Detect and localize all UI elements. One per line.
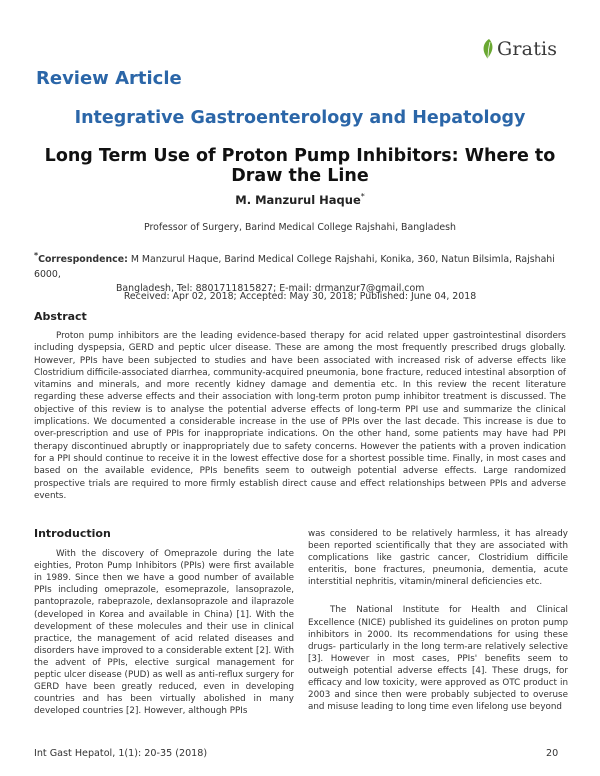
- abstract-heading: Abstract: [34, 310, 87, 323]
- correspondence: [34, 249, 568, 297]
- left-column: [34, 528, 294, 717]
- author-name: M. Manzurul Haque: [235, 192, 361, 207]
- author-marker: *: [360, 192, 365, 201]
- article-title: Long Term Use of Proton Pump Inhibitors: Where to Draw the Line: [44, 146, 556, 186]
- footer-citation: Int Gast Hepatol, 1(1): 20-35 (2018): [34, 748, 208, 759]
- publication-dates: Received: Apr 02, 2018; Accepted: May 30, 2018; Published: June 04, 2018: [123, 291, 477, 302]
- author-line: [0, 192, 600, 207]
- correspondence-label: Correspondence:: [38, 254, 128, 266]
- correspondence-marker: *: [34, 251, 39, 260]
- journal-name: Integrative Gastroenterology and Hepatology: [74, 108, 526, 128]
- article-type: Review Article: [36, 68, 182, 89]
- publisher-name: Gratis: [497, 38, 558, 60]
- affiliation: Professor of Surgery, Barind Medical College Rajshahi, Bangladesh: [143, 222, 457, 233]
- correspondence-line-1: M Manzurul Haque, Barind Medical College Rajshahi, Konika, 360, Natun Bilsimla, Rajshahi 6000,: [34, 254, 555, 280]
- introduction-paragraph-left: With the discovery of Omeprazole during the late eighties, Proton Pump Inhibitors (PPIs) were first available in 1989. Since then we have a good number of available PPIs including omeprazole, esomeprazole, lansoprazole, pantoprazole, rabeprazole, dexlansoprazole and ilaprazole (developed in Korea and available in China) [1]. With the development of these molecules and their use in clinical practice, the management of acid related diseases and disorders have improved to a considerable extent [2]. With the advent of PPIs, elective surgical management for peptic ulcer disease (PUD) as well as anti-reflux surgery for GERD have been greatly reduced, even in developing countries and has been virtually abolished in many developed countries [2]. However, although PPIs: [34, 549, 294, 717]
- introduction-heading: Introduction: [34, 527, 111, 540]
- leaf-icon: [480, 38, 496, 60]
- correspondence-line-2: Bangladesh, Tel: 8801711815827; E-mail: drmanzur7@gmail.com: [116, 283, 425, 295]
- introduction-paragraph-right-2: The National Institute for Health and Clinical Excellence (NICE) published its guidelines on proton pump inhibitors in 2000. Its recommendations for using these drugs- particularly in the long term-are relatively selective [3]. However in most cases, PPIs' benefits seem to outweigh potential adverse effects [4]. These drugs, for efficacy and low toxicity, were approved as OTC product in 2003 and since then were probably subjected to overuse and misuse leading to long time even lifelong use beyond: [308, 605, 568, 713]
- introduction-paragraph-right-1: was considered to be relatively harmless, it has already been reported scientifically that they are associated with complications like gastric cancer, Clostridium difficile enteritis, bone fractures, pneumonia, dementia, acute interstitial nephritis, vitamin/mineral deficiencies etc.: [308, 529, 568, 588]
- page-number: 20: [546, 748, 559, 759]
- right-column: [308, 528, 568, 713]
- publisher-logo: [480, 38, 557, 60]
- abstract-body: Proton pump inhibitors are the leading evidence-based therapy for acid related upper gastrointestinal disorders including dyspepsia, GERD and peptic ulcer disease. These are among the most frequently prescribed drugs globally. However, PPIs have been subjected to studies and have been associated with increased risk of adverse effects like Clostridium difficile-associated diarrhea, community-acquired pneumonia, bone fracture, reduced intestinal absorption of vitamins and minerals, and more recently kidney damage and dementia etc. In this review the recent literature regarding these adverse effects and their association with long-term proton pump inhibitor treatment is discussed. The objective of this review is to analyse the potential adverse effects of long-term PPI use and summarize the clinical implications. We documented a considerable increase in the use of PPIs over the last decade. This increase is due to over-prescription and use of PPIs for inappropriate indications. On the other hand, some patients may have had PPI therapy discontinued abruptly or inappropriately due to safety concerns. However the patients with a proven indication for a PPI should continue to receive it in the lowest effective dose for a shortest possible time. Finally, in most cases and based on the available evidence, PPIs benefits seem to outweigh potential adverse effects. Large randomized prospective trials are required to more firmly establish direct cause and effect relationships between PPIs and adverse events.: [34, 331, 566, 501]
